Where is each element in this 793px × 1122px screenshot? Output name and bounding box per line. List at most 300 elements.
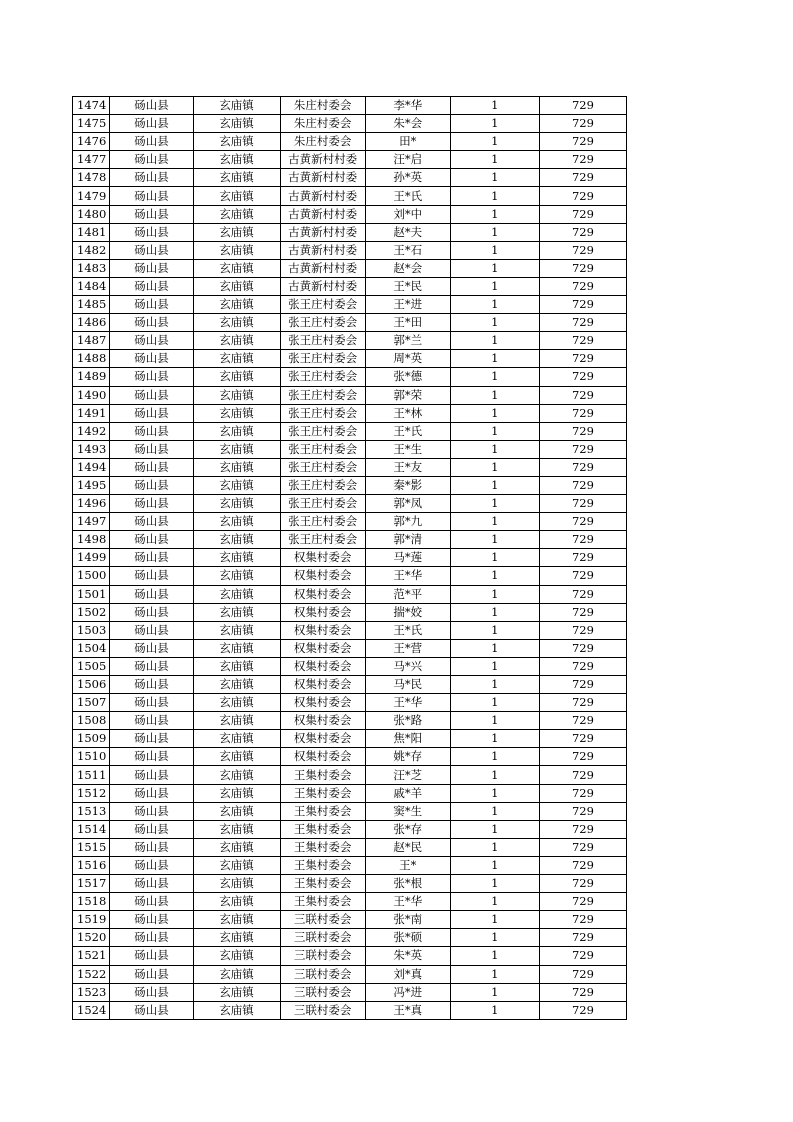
amount-cell: 729 [539,386,626,404]
town-cell: 玄庙镇 [193,133,280,151]
table-row [73,639,627,657]
count-cell: 1 [450,133,539,151]
count-cell: 1 [450,97,539,115]
table-row [73,983,627,1001]
name-cell: 田* [365,133,450,151]
village-committee-cell: 三联村委会 [280,911,365,929]
name-cell: 孙*英 [365,169,450,187]
town-cell: 玄庙镇 [193,259,280,277]
county-cell: 砀山县 [110,929,193,947]
town-cell: 玄庙镇 [193,585,280,603]
count-cell: 1 [450,1001,539,1019]
village-committee-cell: 权集村委会 [280,621,365,639]
row-number-cell: 1501 [73,585,110,603]
county-cell: 砀山县 [110,694,193,712]
amount-cell: 729 [539,965,626,983]
name-cell: 王* [365,856,450,874]
county-cell: 砀山县 [110,332,193,350]
row-number-cell: 1475 [73,115,110,133]
table-row [73,368,627,386]
amount-cell: 729 [539,277,626,295]
county-cell: 砀山县 [110,875,193,893]
town-cell: 玄庙镇 [193,947,280,965]
village-committee-cell: 张王庄村委会 [280,531,365,549]
count-cell: 1 [450,911,539,929]
name-cell: 揣*姣 [365,603,450,621]
town-cell: 玄庙镇 [193,965,280,983]
row-number-cell: 1478 [73,169,110,187]
count-cell: 1 [450,223,539,241]
amount-cell: 729 [539,911,626,929]
village-committee-cell: 张王庄村委会 [280,422,365,440]
name-cell: 王*营 [365,639,450,657]
county-cell: 砀山县 [110,277,193,295]
town-cell: 玄庙镇 [193,458,280,476]
name-cell: 张*路 [365,712,450,730]
name-cell: 王*氏 [365,187,450,205]
town-cell: 玄庙镇 [193,169,280,187]
county-cell: 砀山县 [110,458,193,476]
amount-cell: 729 [539,241,626,259]
village-committee-cell: 古黄新村村委 [280,151,365,169]
row-number-cell: 1484 [73,277,110,295]
amount-cell: 729 [539,838,626,856]
row-number-cell: 1506 [73,676,110,694]
town-cell: 玄庙镇 [193,205,280,223]
table-row [73,929,627,947]
amount-cell: 729 [539,115,626,133]
name-cell: 王*生 [365,440,450,458]
county-cell: 砀山县 [110,386,193,404]
row-number-cell: 1512 [73,784,110,802]
village-committee-cell: 三联村委会 [280,983,365,1001]
name-cell: 郭*兰 [365,332,450,350]
county-cell: 砀山县 [110,766,193,784]
amount-cell: 729 [539,151,626,169]
amount-cell: 729 [539,368,626,386]
count-cell: 1 [450,495,539,513]
amount-cell: 729 [539,929,626,947]
county-cell: 砀山县 [110,531,193,549]
village-committee-cell: 王集村委会 [280,820,365,838]
village-committee-cell: 张王庄村委会 [280,350,365,368]
count-cell: 1 [450,440,539,458]
row-number-cell: 1505 [73,657,110,675]
amount-cell: 729 [539,422,626,440]
name-cell: 焦*阳 [365,730,450,748]
count-cell: 1 [450,676,539,694]
count-cell: 1 [450,350,539,368]
county-cell: 砀山县 [110,657,193,675]
amount-cell: 729 [539,314,626,332]
table-row [73,567,627,585]
table-row [73,820,627,838]
row-number-cell: 1488 [73,350,110,368]
name-cell: 王*华 [365,694,450,712]
village-committee-cell: 古黄新村村委 [280,259,365,277]
row-number-cell: 1498 [73,531,110,549]
village-committee-cell: 权集村委会 [280,639,365,657]
row-number-cell: 1481 [73,223,110,241]
village-committee-cell: 王集村委会 [280,893,365,911]
amount-cell: 729 [539,712,626,730]
county-cell: 砀山县 [110,151,193,169]
amount-cell: 729 [539,513,626,531]
town-cell: 玄庙镇 [193,549,280,567]
town-cell: 玄庙镇 [193,187,280,205]
count-cell: 1 [450,205,539,223]
name-cell: 郭*凤 [365,495,450,513]
amount-cell: 729 [539,97,626,115]
county-cell: 砀山县 [110,621,193,639]
name-cell: 朱*会 [365,115,450,133]
table-row [73,947,627,965]
table-row [73,350,627,368]
table-row [73,531,627,549]
row-number-cell: 1489 [73,368,110,386]
county-cell: 砀山县 [110,404,193,422]
county-cell: 砀山县 [110,350,193,368]
amount-cell: 729 [539,585,626,603]
county-cell: 砀山县 [110,440,193,458]
county-cell: 砀山县 [110,513,193,531]
name-cell: 王*氏 [365,621,450,639]
town-cell: 玄庙镇 [193,983,280,1001]
name-cell: 马*兴 [365,657,450,675]
name-cell: 王*石 [365,241,450,259]
county-cell: 砀山县 [110,838,193,856]
table-row [73,784,627,802]
amount-cell: 729 [539,495,626,513]
village-committee-cell: 古黄新村村委 [280,241,365,259]
county-cell: 砀山县 [110,820,193,838]
count-cell: 1 [450,422,539,440]
village-committee-cell: 朱庄村委会 [280,115,365,133]
town-cell: 玄庙镇 [193,404,280,422]
count-cell: 1 [450,802,539,820]
table-row [73,1001,627,1019]
table-row [73,748,627,766]
count-cell: 1 [450,639,539,657]
table-row [73,712,627,730]
row-number-cell: 1508 [73,712,110,730]
table-row [73,621,627,639]
amount-cell: 729 [539,205,626,223]
village-committee-cell: 朱庄村委会 [280,97,365,115]
village-committee-cell: 权集村委会 [280,657,365,675]
beneficiary-table [72,96,627,1020]
row-number-cell: 1497 [73,513,110,531]
row-number-cell: 1482 [73,241,110,259]
amount-cell: 729 [539,766,626,784]
amount-cell: 729 [539,458,626,476]
village-committee-cell: 三联村委会 [280,947,365,965]
count-cell: 1 [450,386,539,404]
count-cell: 1 [450,277,539,295]
count-cell: 1 [450,893,539,911]
row-number-cell: 1504 [73,639,110,657]
count-cell: 1 [450,458,539,476]
count-cell: 1 [450,259,539,277]
name-cell: 王*氏 [365,422,450,440]
row-number-cell: 1514 [73,820,110,838]
row-number-cell: 1480 [73,205,110,223]
name-cell: 汪*启 [365,151,450,169]
row-number-cell: 1494 [73,458,110,476]
town-cell: 玄庙镇 [193,277,280,295]
village-committee-cell: 王集村委会 [280,875,365,893]
county-cell: 砀山县 [110,422,193,440]
amount-cell: 729 [539,639,626,657]
table-row [73,440,627,458]
village-committee-cell: 三联村委会 [280,1001,365,1019]
village-committee-cell: 王集村委会 [280,766,365,784]
name-cell: 王*田 [365,314,450,332]
row-number-cell: 1496 [73,495,110,513]
village-committee-cell: 权集村委会 [280,567,365,585]
name-cell: 马*民 [365,676,450,694]
county-cell: 砀山县 [110,893,193,911]
row-number-cell: 1513 [73,802,110,820]
name-cell: 张*硕 [365,929,450,947]
table-body [73,97,627,1020]
row-number-cell: 1500 [73,567,110,585]
county-cell: 砀山县 [110,241,193,259]
county-cell: 砀山县 [110,965,193,983]
town-cell: 玄庙镇 [193,97,280,115]
count-cell: 1 [450,187,539,205]
row-number-cell: 1516 [73,856,110,874]
town-cell: 玄庙镇 [193,875,280,893]
village-committee-cell: 张王庄村委会 [280,296,365,314]
amount-cell: 729 [539,947,626,965]
table-row [73,585,627,603]
amount-cell: 729 [539,404,626,422]
count-cell: 1 [450,476,539,494]
row-number-cell: 1511 [73,766,110,784]
name-cell: 李*华 [365,97,450,115]
county-cell: 砀山县 [110,730,193,748]
amount-cell: 729 [539,657,626,675]
county-cell: 砀山县 [110,549,193,567]
county-cell: 砀山县 [110,856,193,874]
table-row [73,603,627,621]
town-cell: 玄庙镇 [193,332,280,350]
county-cell: 砀山县 [110,802,193,820]
table-row [73,694,627,712]
row-number-cell: 1477 [73,151,110,169]
town-cell: 玄庙镇 [193,603,280,621]
name-cell: 汪*芝 [365,766,450,784]
name-cell: 马*莲 [365,549,450,567]
table-row [73,314,627,332]
village-committee-cell: 张王庄村委会 [280,513,365,531]
table-row [73,549,627,567]
table-row [73,911,627,929]
table-row [73,386,627,404]
village-committee-cell: 古黄新村村委 [280,223,365,241]
row-number-cell: 1485 [73,296,110,314]
village-committee-cell: 古黄新村村委 [280,187,365,205]
village-committee-cell: 张王庄村委会 [280,495,365,513]
county-cell: 砀山县 [110,368,193,386]
county-cell: 砀山县 [110,133,193,151]
town-cell: 玄庙镇 [193,151,280,169]
count-cell: 1 [450,712,539,730]
amount-cell: 729 [539,350,626,368]
county-cell: 砀山县 [110,187,193,205]
row-number-cell: 1521 [73,947,110,965]
county-cell: 砀山县 [110,585,193,603]
row-number-cell: 1515 [73,838,110,856]
name-cell: 窦*生 [365,802,450,820]
row-number-cell: 1476 [73,133,110,151]
village-committee-cell: 王集村委会 [280,784,365,802]
table-row [73,458,627,476]
village-committee-cell: 权集村委会 [280,694,365,712]
village-committee-cell: 张王庄村委会 [280,404,365,422]
village-committee-cell: 张王庄村委会 [280,440,365,458]
amount-cell: 729 [539,223,626,241]
village-committee-cell: 张王庄村委会 [280,332,365,350]
table-row [73,476,627,494]
amount-cell: 729 [539,549,626,567]
amount-cell: 729 [539,296,626,314]
table-row [73,151,627,169]
table-row [73,513,627,531]
name-cell: 冯*进 [365,983,450,1001]
county-cell: 砀山县 [110,314,193,332]
amount-cell: 729 [539,621,626,639]
row-number-cell: 1493 [73,440,110,458]
table-row [73,241,627,259]
table-row [73,404,627,422]
town-cell: 玄庙镇 [193,730,280,748]
row-number-cell: 1523 [73,983,110,1001]
name-cell: 戚*羊 [365,784,450,802]
amount-cell: 729 [539,531,626,549]
village-committee-cell: 王集村委会 [280,802,365,820]
name-cell: 郭*清 [365,531,450,549]
table-row [73,115,627,133]
name-cell: 王*进 [365,296,450,314]
amount-cell: 729 [539,802,626,820]
amount-cell: 729 [539,567,626,585]
row-number-cell: 1517 [73,875,110,893]
town-cell: 玄庙镇 [193,1001,280,1019]
name-cell: 刘*中 [365,205,450,223]
village-committee-cell: 王集村委会 [280,856,365,874]
name-cell: 赵*会 [365,259,450,277]
town-cell: 玄庙镇 [193,694,280,712]
town-cell: 玄庙镇 [193,820,280,838]
amount-cell: 729 [539,332,626,350]
village-committee-cell: 权集村委会 [280,748,365,766]
county-cell: 砀山县 [110,983,193,1001]
amount-cell: 729 [539,983,626,1001]
village-committee-cell: 权集村委会 [280,676,365,694]
town-cell: 玄庙镇 [193,241,280,259]
amount-cell: 729 [539,1001,626,1019]
name-cell: 王*民 [365,277,450,295]
table-row [73,730,627,748]
amount-cell: 729 [539,440,626,458]
row-number-cell: 1507 [73,694,110,712]
row-number-cell: 1499 [73,549,110,567]
town-cell: 玄庙镇 [193,621,280,639]
count-cell: 1 [450,947,539,965]
table-row [73,766,627,784]
town-cell: 玄庙镇 [193,802,280,820]
county-cell: 砀山县 [110,476,193,494]
amount-cell: 729 [539,694,626,712]
row-number-cell: 1518 [73,893,110,911]
amount-cell: 729 [539,133,626,151]
count-cell: 1 [450,820,539,838]
town-cell: 玄庙镇 [193,893,280,911]
name-cell: 赵*夫 [365,223,450,241]
county-cell: 砀山县 [110,639,193,657]
town-cell: 玄庙镇 [193,476,280,494]
table-row [73,187,627,205]
town-cell: 玄庙镇 [193,223,280,241]
row-number-cell: 1490 [73,386,110,404]
name-cell: 秦*影 [365,476,450,494]
village-committee-cell: 三联村委会 [280,965,365,983]
town-cell: 玄庙镇 [193,639,280,657]
table-row [73,657,627,675]
count-cell: 1 [450,856,539,874]
table-row [73,893,627,911]
row-number-cell: 1519 [73,911,110,929]
name-cell: 刘*真 [365,965,450,983]
row-number-cell: 1502 [73,603,110,621]
county-cell: 砀山县 [110,495,193,513]
county-cell: 砀山县 [110,205,193,223]
town-cell: 玄庙镇 [193,368,280,386]
amount-cell: 729 [539,893,626,911]
table-row [73,422,627,440]
town-cell: 玄庙镇 [193,440,280,458]
town-cell: 玄庙镇 [193,712,280,730]
village-committee-cell: 权集村委会 [280,585,365,603]
amount-cell: 729 [539,169,626,187]
name-cell: 张*南 [365,911,450,929]
name-cell: 张*根 [365,875,450,893]
county-cell: 砀山县 [110,296,193,314]
table-row [73,676,627,694]
count-cell: 1 [450,368,539,386]
village-committee-cell: 权集村委会 [280,730,365,748]
count-cell: 1 [450,151,539,169]
town-cell: 玄庙镇 [193,296,280,314]
village-committee-cell: 三联村委会 [280,929,365,947]
table-row [73,332,627,350]
town-cell: 玄庙镇 [193,422,280,440]
count-cell: 1 [450,567,539,585]
town-cell: 玄庙镇 [193,495,280,513]
table-row [73,965,627,983]
table-row [73,169,627,187]
county-cell: 砀山县 [110,712,193,730]
name-cell: 王*华 [365,893,450,911]
row-number-cell: 1520 [73,929,110,947]
county-cell: 砀山县 [110,223,193,241]
town-cell: 玄庙镇 [193,386,280,404]
row-number-cell: 1483 [73,259,110,277]
count-cell: 1 [450,603,539,621]
name-cell: 张*存 [365,820,450,838]
